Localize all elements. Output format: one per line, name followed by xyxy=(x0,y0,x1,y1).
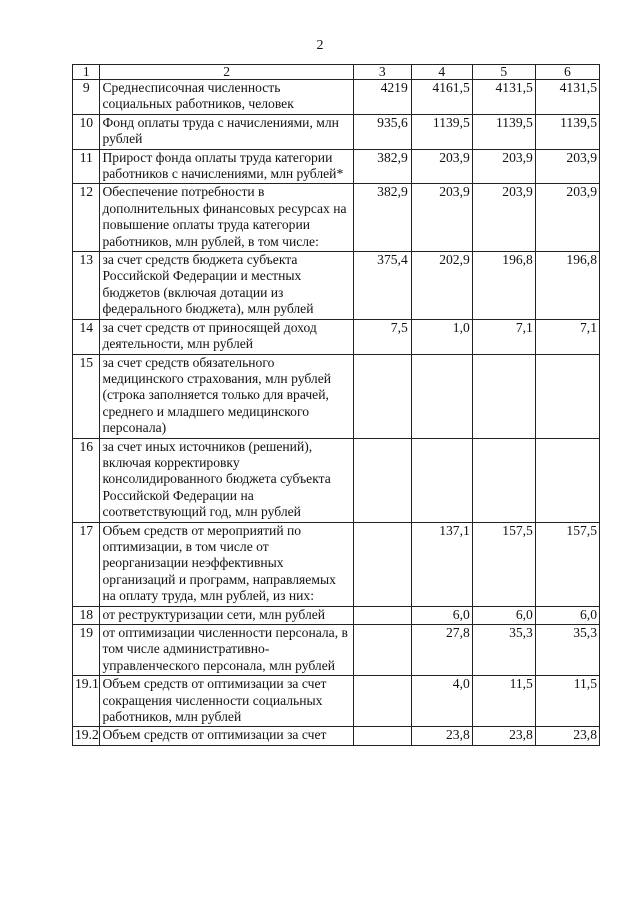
value-col-6: 11,5 xyxy=(535,676,599,727)
value-col-4 xyxy=(411,354,472,438)
value-col-6: 1139,5 xyxy=(535,114,599,149)
row-number: 19.2 xyxy=(73,727,100,745)
header-cell-6: 6 xyxy=(535,65,599,80)
value-col-4: 202,9 xyxy=(411,252,472,320)
value-col-6 xyxy=(535,438,599,522)
row-number: 17 xyxy=(73,522,100,606)
table-row xyxy=(73,252,600,320)
value-col-5: 203,9 xyxy=(472,184,535,252)
table-row xyxy=(73,522,600,606)
value-col-3: 4219 xyxy=(353,80,411,115)
value-col-5: 157,5 xyxy=(472,522,535,606)
table-row xyxy=(73,727,600,745)
row-number: 18 xyxy=(73,606,100,624)
row-label: за счет иных источников (решений), включая корректировку консолидированного бюджета субъекта Российской Федерации на соответствующий год, млн рублей xyxy=(100,438,353,522)
value-col-6: 203,9 xyxy=(535,149,599,184)
header-cell-2: 2 xyxy=(100,65,353,80)
row-number: 16 xyxy=(73,438,100,522)
value-col-4: 4161,5 xyxy=(411,80,472,115)
header-cell-3: 3 xyxy=(353,65,411,80)
value-col-6 xyxy=(535,354,599,438)
value-col-5: 35,3 xyxy=(472,625,535,676)
value-col-4: 1139,5 xyxy=(411,114,472,149)
value-col-5: 11,5 xyxy=(472,676,535,727)
value-col-6: 203,9 xyxy=(535,184,599,252)
table-row xyxy=(73,606,600,624)
value-col-6: 35,3 xyxy=(535,625,599,676)
row-number: 10 xyxy=(73,114,100,149)
row-label: Объем средств от мероприятий по оптимизации, в том числе от реорганизации неэффективных организаций и программ, направляемых на оплату труда, млн рублей, из них: xyxy=(100,522,353,606)
value-col-3 xyxy=(353,438,411,522)
value-col-3 xyxy=(353,522,411,606)
row-label: Объем средств от оптимизации за счет xyxy=(100,727,353,745)
table-row xyxy=(73,438,600,522)
page-number: 2 xyxy=(316,38,324,53)
row-label: за счет средств от приносящей доход деятельности, млн рублей xyxy=(100,319,353,354)
value-col-6: 7,1 xyxy=(535,319,599,354)
value-col-3: 375,4 xyxy=(353,252,411,320)
row-number: 19 xyxy=(73,625,100,676)
table-row xyxy=(73,80,600,115)
row-label: Обеспечение потребности в дополнительных финансовых ресурсах на повышение оплаты труда категории работников, млн рублей, в том числе: xyxy=(100,184,353,252)
table-header-row xyxy=(73,65,600,80)
value-col-4: 27,8 xyxy=(411,625,472,676)
row-label: Среднесписочная численность социальных работников, человек xyxy=(100,80,353,115)
value-col-6: 23,8 xyxy=(535,727,599,745)
row-label: за счет средств бюджета субъекта Российской Федерации и местных бюджетов (включая дотации из федерального бюджета), млн рублей xyxy=(100,252,353,320)
value-col-3: 382,9 xyxy=(353,184,411,252)
value-col-5: 6,0 xyxy=(472,606,535,624)
indicators-table xyxy=(72,64,600,746)
value-col-5 xyxy=(472,354,535,438)
value-col-5: 23,8 xyxy=(472,727,535,745)
value-col-6: 157,5 xyxy=(535,522,599,606)
value-col-6: 4131,5 xyxy=(535,80,599,115)
value-col-3 xyxy=(353,676,411,727)
value-col-3: 935,6 xyxy=(353,114,411,149)
value-col-3 xyxy=(353,727,411,745)
value-col-4 xyxy=(411,438,472,522)
value-col-5: 7,1 xyxy=(472,319,535,354)
row-number: 19.1 xyxy=(73,676,100,727)
value-col-5: 203,9 xyxy=(472,149,535,184)
table-row xyxy=(73,625,600,676)
header-cell-5: 5 xyxy=(472,65,535,80)
header-cell-4: 4 xyxy=(411,65,472,80)
row-label: Фонд оплаты труда с начислениями, млн рублей xyxy=(100,114,353,149)
row-number: 12 xyxy=(73,184,100,252)
row-number: 11 xyxy=(73,149,100,184)
value-col-3 xyxy=(353,625,411,676)
value-col-4: 6,0 xyxy=(411,606,472,624)
table-row xyxy=(73,319,600,354)
value-col-4: 23,8 xyxy=(411,727,472,745)
value-col-4: 203,9 xyxy=(411,184,472,252)
value-col-5: 196,8 xyxy=(472,252,535,320)
value-col-3: 7,5 xyxy=(353,319,411,354)
value-col-3 xyxy=(353,606,411,624)
row-label: от реструктуризации сети, млн рублей xyxy=(100,606,353,624)
row-number: 9 xyxy=(73,80,100,115)
table-row xyxy=(73,676,600,727)
value-col-6: 196,8 xyxy=(535,252,599,320)
value-col-4: 203,9 xyxy=(411,149,472,184)
value-col-4: 1,0 xyxy=(411,319,472,354)
value-col-6: 6,0 xyxy=(535,606,599,624)
value-col-3: 382,9 xyxy=(353,149,411,184)
table-row xyxy=(73,149,600,184)
row-label: Прирост фонда оплаты труда категории работников с начислениями, млн рублей* xyxy=(100,149,353,184)
header-cell-1: 1 xyxy=(73,65,100,80)
row-number: 14 xyxy=(73,319,100,354)
value-col-5: 1139,5 xyxy=(472,114,535,149)
row-number: 13 xyxy=(73,252,100,320)
row-label: Объем средств от оптимизации за счет сокращения численности социальных работников, млн рублей xyxy=(100,676,353,727)
table-row xyxy=(73,184,600,252)
value-col-4: 4,0 xyxy=(411,676,472,727)
table-row xyxy=(73,114,600,149)
value-col-5: 4131,5 xyxy=(472,80,535,115)
row-number: 15 xyxy=(73,354,100,438)
value-col-5 xyxy=(472,438,535,522)
row-label: от оптимизации численности персонала, в том числе административно-управленческого персонала, млн рублей xyxy=(100,625,353,676)
value-col-3 xyxy=(353,354,411,438)
table-row xyxy=(73,354,600,438)
row-label: за счет средств обязательного медицинского страхования, млн рублей (строка заполняется только для врачей, среднего и младшего медицинского персонала) xyxy=(100,354,353,438)
value-col-4: 137,1 xyxy=(411,522,472,606)
